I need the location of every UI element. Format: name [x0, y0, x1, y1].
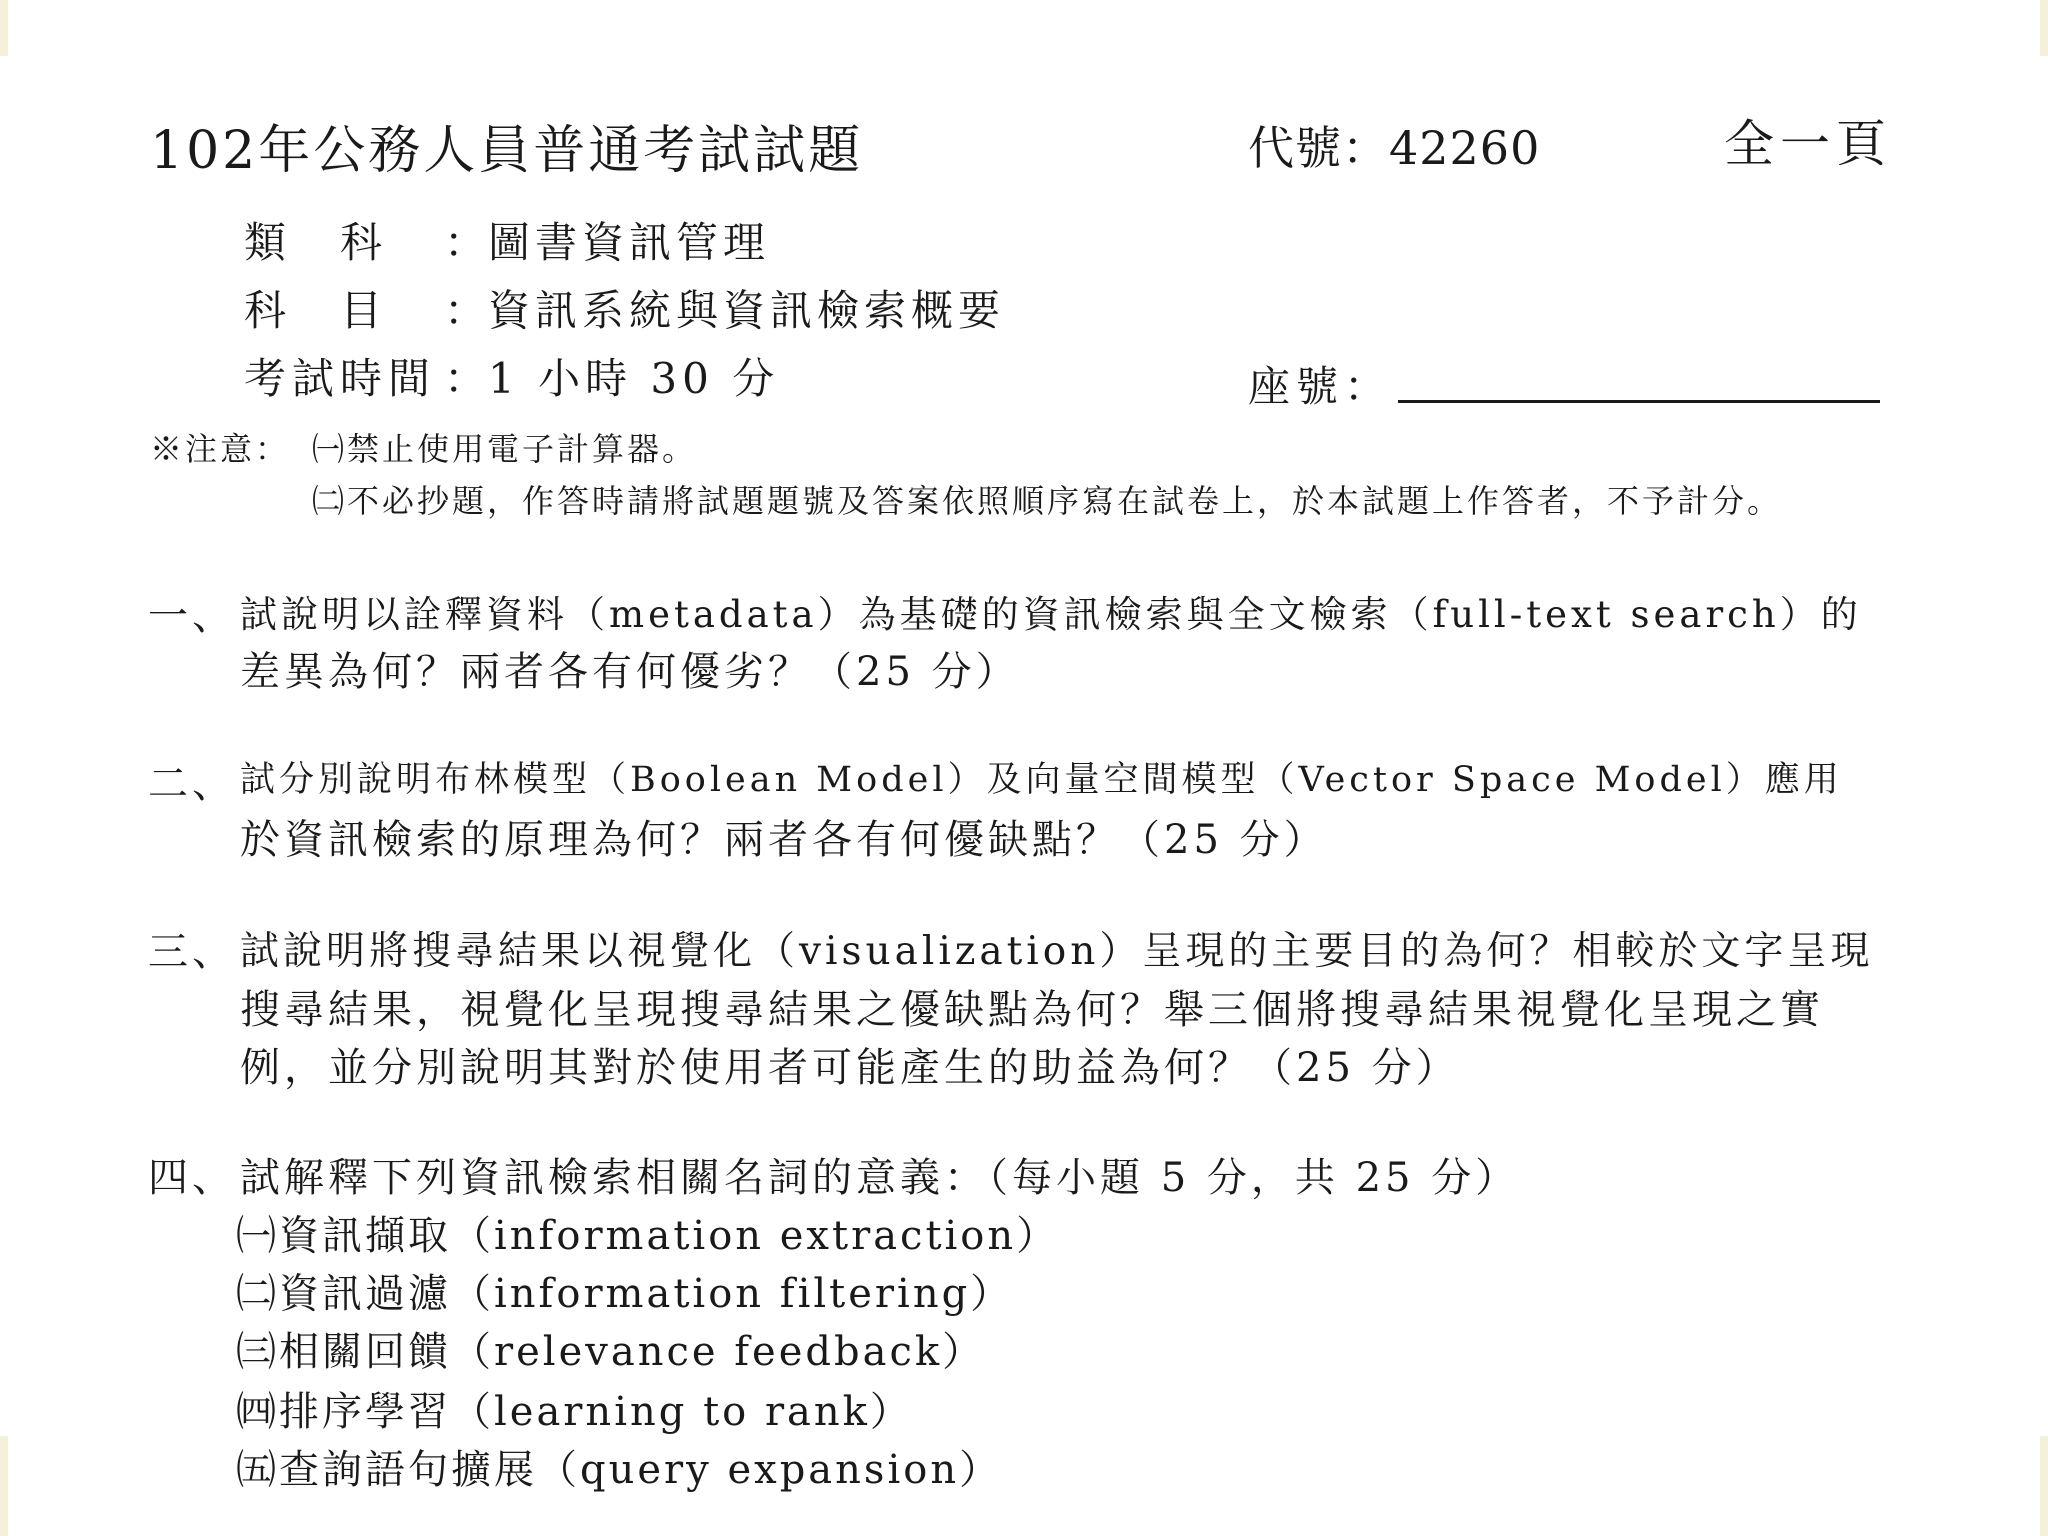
- question-number: 三、: [148, 929, 236, 975]
- sub-question: ㈣排序學習（learning to rank）: [236, 1389, 913, 1435]
- exam-code: 代號：42260: [1248, 121, 1541, 175]
- exam-title: 102年公務人員普通考試試題: [150, 121, 864, 181]
- sub-question: ㈢相關回饋（relevance feedback）: [236, 1329, 986, 1375]
- colon: ：: [444, 286, 493, 335]
- subject-label: 科 目: [244, 286, 389, 335]
- notice-label: ※注意：: [150, 430, 291, 468]
- question-text-line: 試分別說明布林模型（Boolean Model）及向量空間模型（Vector Space Model）應用: [240, 760, 1843, 800]
- category-row: [244, 210, 770, 270]
- question-number: 四、: [148, 1155, 236, 1201]
- sub-question: ㈡資訊過濾（information filtering）: [236, 1271, 1014, 1317]
- question-number: 一、: [148, 593, 236, 639]
- page-edge: [2040, 1436, 2048, 1536]
- question-text-line: 試解釋下列資訊檢索相關名詞的意義：（每小題 5 分，共 25 分）: [240, 1155, 1520, 1201]
- colon: ：: [444, 354, 493, 403]
- category-value: 圖書資訊管理: [488, 218, 771, 267]
- page-count: 全一頁: [1724, 115, 1892, 173]
- question-text-line: 差異為何？兩者各有何優劣？（25 分）: [240, 649, 1020, 695]
- subject-value: 資訊系統與資訊檢索概要: [488, 286, 1006, 335]
- notice-item: ㈠禁止使用電子計算器。: [312, 430, 698, 468]
- page-edge: [0, 0, 8, 56]
- seat-number-line: [1398, 400, 1880, 403]
- question-number: 二、: [148, 761, 236, 807]
- time-row: [244, 346, 779, 406]
- category-label: 類 科: [244, 218, 389, 267]
- question-text-line: 搜尋結果，視覺化呈現搜尋結果之優缺點為何？舉三個將搜尋結果視覺化呈現之實: [240, 987, 1824, 1033]
- page-edge: [0, 1436, 8, 1536]
- subject-row: [244, 278, 1005, 338]
- question-text-line: 於資訊檢索的原理為何？兩者各有何優缺點？（25 分）: [240, 817, 1328, 863]
- time-label: 考試時間: [244, 354, 437, 403]
- page-edge: [2040, 0, 2048, 56]
- colon: ：: [444, 218, 493, 267]
- sub-question: ㈠資訊擷取（information extraction）: [236, 1213, 1060, 1259]
- question-text-line: 試說明以詮釋資料（metadata）為基礎的資訊檢索與全文檢索（full-text search）的: [240, 593, 1862, 636]
- time-value: 1 小時 30 分: [488, 354, 780, 403]
- sub-question: ㈤查詢語句擴展（query expansion）: [236, 1447, 1003, 1493]
- seat-number-label: 座號：: [1248, 362, 1393, 411]
- question-text-line: 例，並分別說明其對於使用者可能產生的助益為何？（25 分）: [240, 1045, 1460, 1091]
- notice-item: ㈡不必抄題，作答時請將試題題號及答案依照順序寫在試卷上，於本試題上作答者，不予計分。: [312, 482, 1783, 520]
- question-text-line: 試說明將搜尋結果以視覺化（visualization）呈現的主要目的為何？相較於文字呈現: [240, 929, 1874, 974]
